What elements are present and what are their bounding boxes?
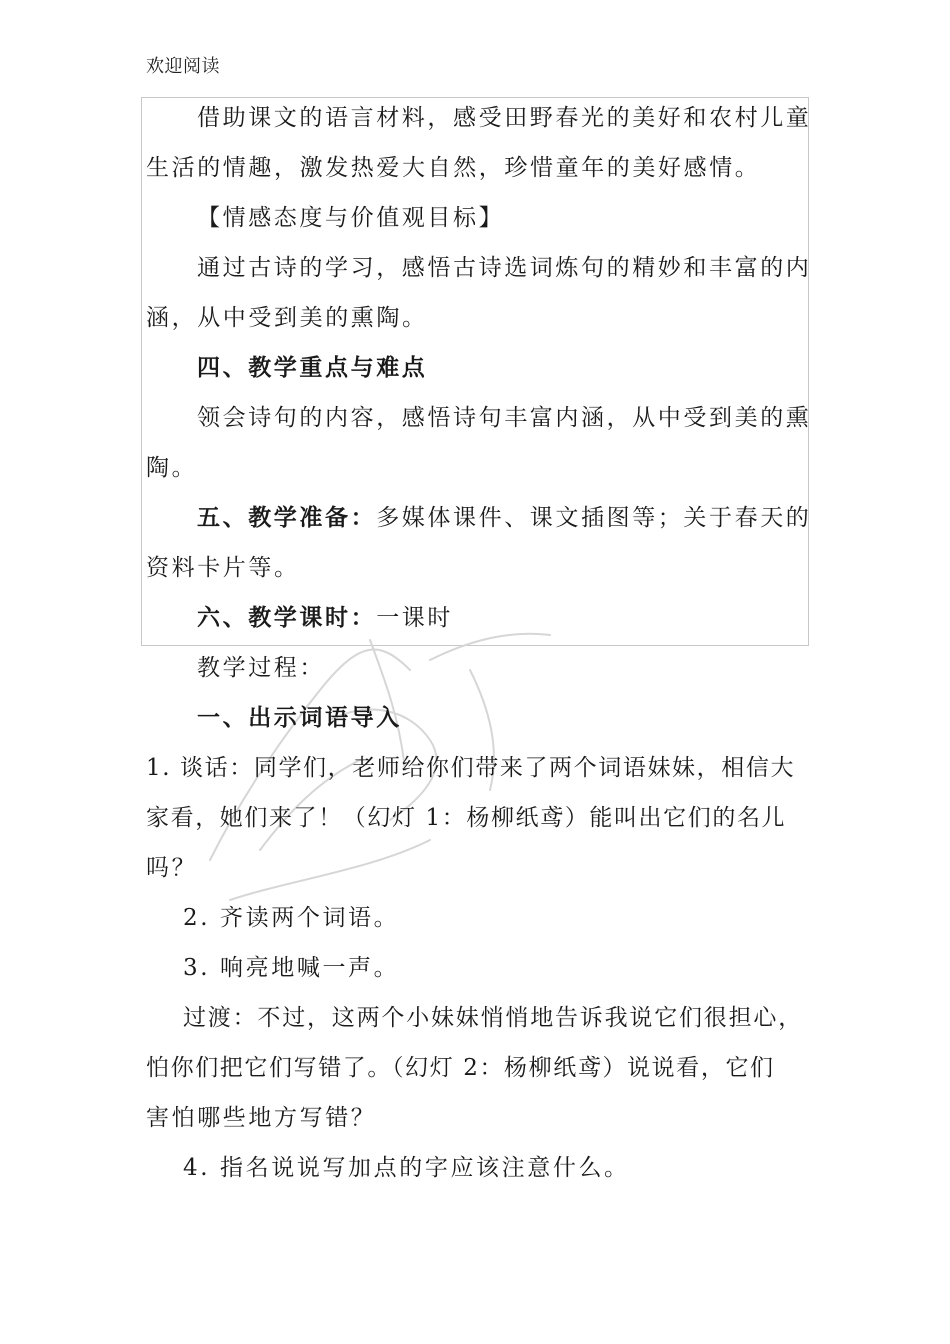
heading-class-hours: 六、教学课时：	[197, 604, 377, 631]
preparation-line	[197, 503, 811, 533]
transition-text-line: 怕你们把它们写错了。（幻灯 2：杨柳纸鸢）说说看，它们	[146, 1055, 775, 1081]
heading-preparation: 五、教学准备：	[197, 504, 377, 531]
objective-text-line: 借助课文的语言材料，感受田野春光的美好和农村儿童	[197, 105, 812, 131]
objective-text-line: 涵，从中受到美的熏陶。	[146, 305, 428, 331]
transition-text-line: 害怕哪些地方写错？	[146, 1105, 377, 1131]
teaching-process-label: 教学过程：	[197, 655, 325, 681]
preparation-text-line: 资料卡片等。	[146, 555, 300, 581]
objective-text-line: 通过古诗的学习，感悟古诗选词炼句的精妙和丰富的内	[197, 255, 812, 281]
step-text-line: 家看，她们来了！（幻灯 1：杨柳纸鸢）能叫出它们的名儿	[146, 805, 787, 831]
heading-key-points: 四、教学重点与难点	[197, 354, 428, 381]
step-item: 2. 齐读两个词语。	[183, 905, 400, 931]
step-text-line: 吗？	[146, 855, 198, 881]
section-label-emotion-goals: 【情感态度与价值观目标】	[197, 205, 505, 231]
class-hours-text: 一课时	[376, 605, 454, 631]
key-points-text-line: 领会诗句的内容，感悟诗句丰富内涵，从中受到美的熏	[197, 405, 812, 431]
step-item: 4. 指名说说写加点的字应该注意什么。	[183, 1155, 630, 1181]
class-hours-line	[197, 603, 453, 633]
key-points-text-line: 陶。	[146, 455, 198, 481]
objective-text-line: 生活的情趣，激发热爱大自然，珍惜童年的美好感情。	[146, 155, 761, 181]
step-item: 3. 响亮地喊一声。	[183, 955, 400, 981]
heading-step-one: 一、出示词语导入	[197, 704, 402, 731]
preparation-text: 多媒体课件、课文插图等；关于春天的	[376, 505, 812, 531]
step-text-line: 1. 谈话：同学们，老师给你们带来了两个词语妹妹，相信大	[146, 755, 796, 781]
page-header: 欢迎阅读	[146, 56, 220, 77]
transition-text-line: 过渡：不过，这两个小妹妹悄悄地告诉我说它们很担心，	[183, 1005, 803, 1031]
